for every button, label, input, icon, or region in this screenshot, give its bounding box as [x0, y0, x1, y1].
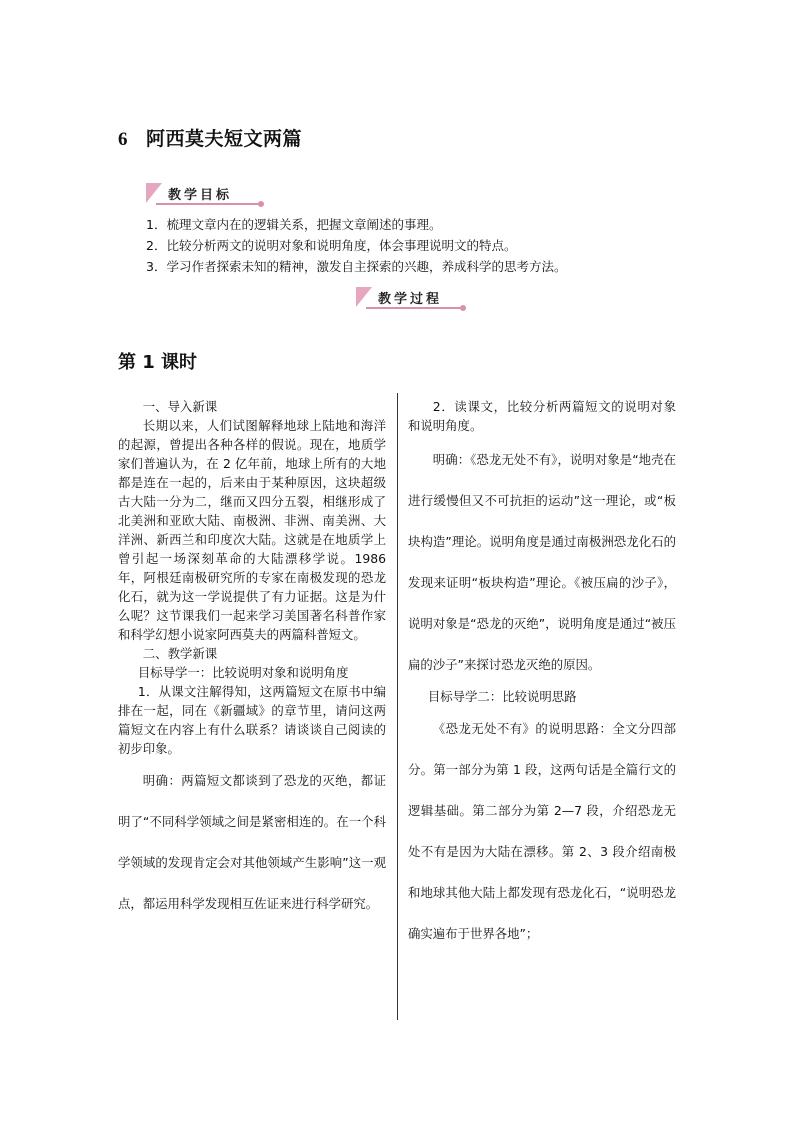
- section-heading-new: 二、教学新课: [142, 646, 218, 661]
- chapter-name: 阿西莫夫短文两篇: [146, 128, 303, 150]
- process-banner: [356, 287, 468, 309]
- intro-paragraph: 长期以来，人们试图解释地球上陆地和海洋的起源，曾提出各种各样的假说。现在，地质学家们普遍认为，在 2 亿年前，地球上所有的大地都是连在一起的，后来由于某种原因，这块超级古大陆一分为二，继而又四分五裂，相继形成了北美洲和亚欧大陆、南极洲、非洲、南美洲、大洋洲、新西兰和印度次大陆。这就是在地质学上曾引起一场深刻革命的大陆漂移学说。1986 年，阿根廷南极研究所的专家在南极发现的恐龙化石，就为这一学说提供了有力证据。这是为什么呢？这节课我们一起来学习美国著名科普作家和科学幻想小说家阿西莫夫的两篇科普短文。: [118, 418, 386, 642]
- left-column: [118, 397, 386, 924]
- banner-triangle-icon: [146, 183, 162, 203]
- answer-2: 明确：《恐龙无处不有》，说明对象是“地壳在进行缓慢但又不可抗拒的运动”这一理论，或“板块构造”理论。说明角度是通过南极洲恐龙化石的发现来证明“板块构造”理论。《被压扁的沙子》，说明对象是“恐龙的灭绝”，说明角度是通过“被压扁的沙子”来探讨恐龙灭绝的原因。: [408, 452, 676, 672]
- thinking-paragraph: 《恐龙无处不有》的说明思路：全文分四部分。第一部分为第 1 段，这两句话是全篇行文的逻辑基础。第二部分为第 2—7 段，介绍恐龙无处不有是因为大陆在漂移。第 2、3 段介绍南极和地球其他大陆上都发现有恐龙化石，“说明恐龙确实遍布于世界各地”；: [408, 721, 676, 941]
- lesson-title: 第 1 课时: [118, 352, 198, 373]
- section-heading-intro: 一、导入新课: [142, 399, 218, 414]
- goal-heading-2: 目标导学二：比较说明思路: [427, 689, 577, 704]
- question-1: 1．从课文注解得知，这两篇短文在原书中编排在一起，同在《新疆域》的章节里，请问这两篇短文在内容上有什么联系？请谈谈自己阅读的初步印象。: [118, 684, 386, 756]
- goal-heading-1: 目标导学一：比较说明对象和说明角度: [137, 665, 349, 680]
- banner-underline: [366, 307, 464, 309]
- banner-dot-icon: [258, 201, 264, 207]
- question-2: 2．读课文，比较分析两篇短文的说明对象和说明角度。: [408, 399, 676, 433]
- banner-triangle-icon: [356, 287, 372, 307]
- objectives-banner: [146, 183, 266, 205]
- process-banner-label: 教学过程: [378, 292, 443, 307]
- objective-item: 1．梳理文章内在的逻辑关系，把握文章阐述的事理。: [146, 217, 442, 232]
- answer-1: 明确：两篇短文都谈到了恐龙的灭绝，都证明了“不同科学领域之间是紧密相连的。在一个科学领域的发现肯定会对其他领域产生影响”这一观点，都运用科学发现相互佐证来进行科学研究。: [118, 773, 386, 911]
- objective-item: 3．学习作者探索未知的精神，激发自主探索的兴趣，养成科学的思考方法。: [146, 259, 567, 274]
- chapter-number: 6: [118, 129, 128, 150]
- objectives-list: [146, 214, 706, 277]
- banner-dot-icon: [460, 305, 466, 311]
- chapter-title: [118, 124, 302, 151]
- objectives-banner-label: 教学目标: [168, 188, 233, 203]
- column-divider: [397, 393, 398, 1020]
- objective-item: 2．比较分析两文的说明对象和说明角度，体会事理说明文的特点。: [146, 238, 517, 253]
- right-column: [408, 397, 676, 954]
- banner-underline: [156, 203, 262, 205]
